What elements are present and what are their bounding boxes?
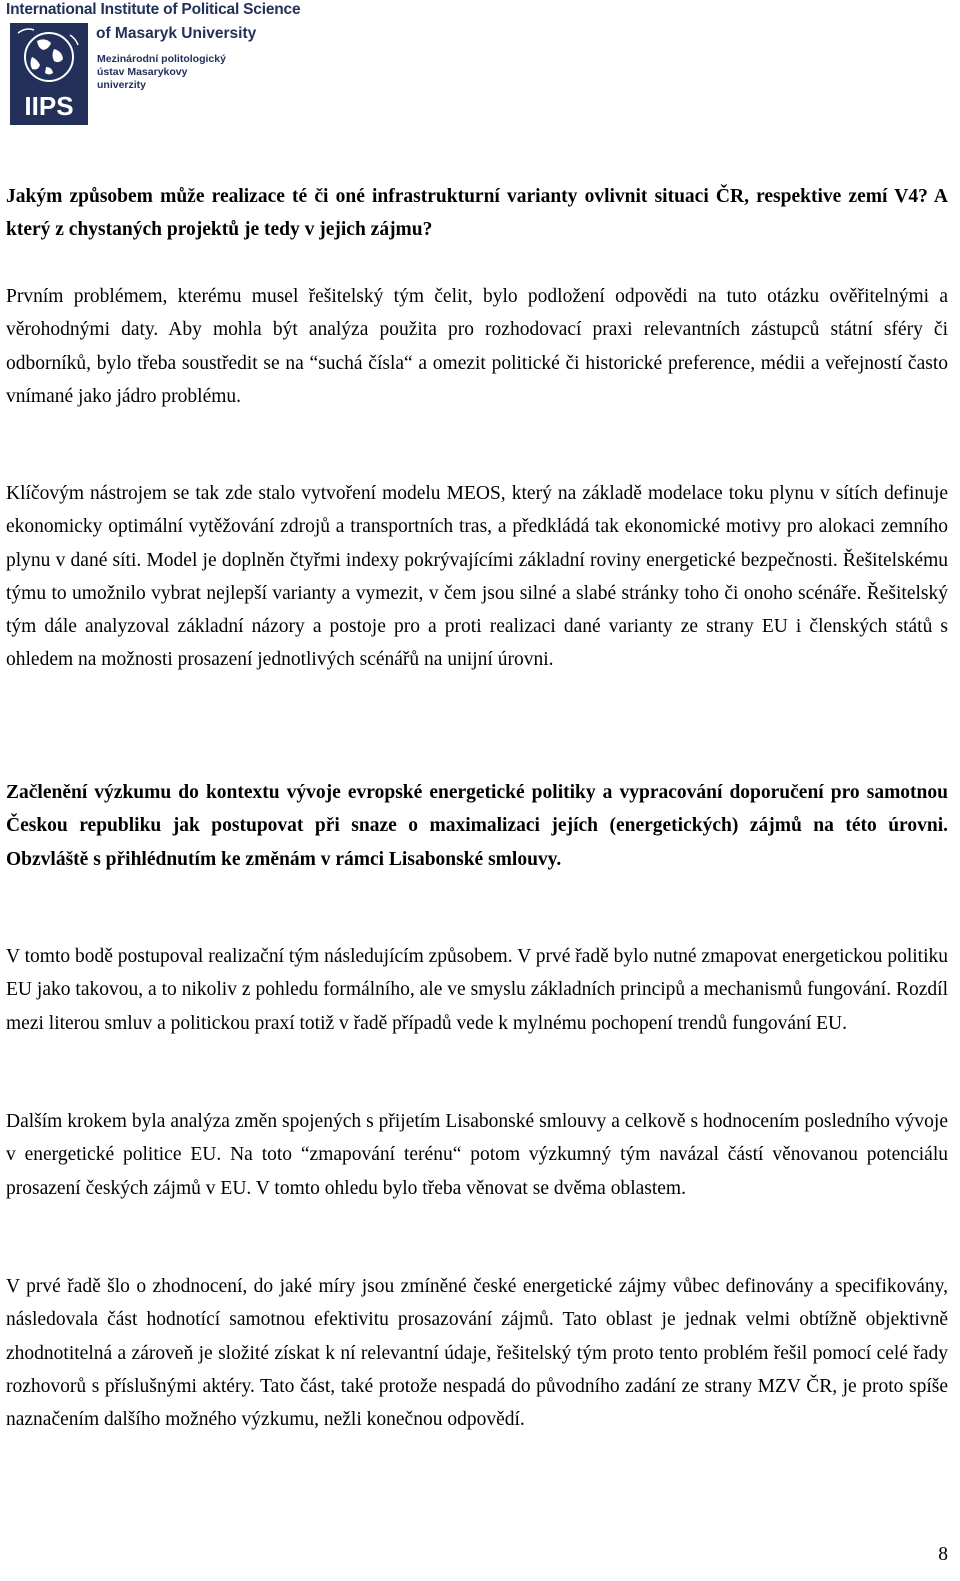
body-paragraph: Prvním problémem, kterému musel řešitelský tým čelit, bylo podložení odpovědi na tuto otázku ověřitelnými a věrohodnými daty. Aby mohla být analýza použita pro rozhodovací praxi relevantních zástupců státní sféry či odborníků, bylo třeba soustředit se na “suchá čísla“ a omezit politické či historické preference, médii a veřejností často vnímané jako jádro problému. [6,286,948,407]
logo-czech-line: Mezinárodní politologický [97,53,226,65]
body-paragraph: Dalším krokem byla analýza změn spojených s přijetím Lisabonské smlouvy a celkově s hodnocením posledního vývoje v energetické politice EU. Na toto “zmapování terénu“ potom výzkumný tým navázal částí věnovanou potenciálu prosazení českých zájmů v EU. V tomto ohledu bylo třeba věnovat se dvěma oblastem. [6,1111,948,1199]
logo-title: International Institute of Political Science [6,1,301,18]
logo-czech-name [97,53,297,92]
body-paragraph: Klíčovým nástrojem se tak zde stalo vytvoření modelu MEOS, který na základě modelace toku plynu v sítích definuje ekonomicky optimální vytěžování zdrojů a transportních tras, a předkládá tak ekonomické motivy pro alokaci zemního plynu v dané síti. Model je doplněn čtyřmi indexy pokrývajícími základní roviny energetické bezpečnosti. Řešitelskému týmu to umožnilo vybrat nejlepší varianty a vymezit, v čem jsou silné a slabé stránky toho či onoho scénáře. Řešitelský tým dále analyzoval základní názory a postoje pro a proti realizaci dané varianty ze strany EU i členských států s ohledem na možnosti prosazení jednotlivých scénářů na unijní úrovni. [6,483,948,671]
question-heading: Jakým způsobem může realizace té či oné infrastrukturní varianty ovlivnit situaci ČR, respektive zemí V4? A který z chystaných projektů je tedy v jejich zájmu? [6,186,948,241]
institute-logo [6,0,346,125]
logo-abbreviation: IIPS [24,91,74,121]
logo-czech-line: ústav Masarykovy [97,66,188,78]
logo-czech-line: univerzity [97,79,147,91]
body-paragraph: V prvé řadě šlo o zhodnocení, do jaké míry jsou zmíněné české energetické zájmy vůbec definovány a specifikovány, následovala část hodnotící samotnou efektivitu prosazování zájmů. Tato oblast je jednak velmi obtížně objektivně zhodnotitelná a zároveň je složité získat k ní relevantní údaje, řešitelský tým proto tento problém řešil pomocí celé řady rozhovorů s příslušnými aktéry. Tato část, také protože nespadá do původního zadání ze strany MZV ČR, je proto spíše naznačením dalšího možného výzkumu, nežli konečnou odpovědí. [6,1276,948,1431]
page-number: 8 [938,1544,948,1565]
section-heading: Začlenění výzkumu do kontextu vývoje evropské energetické politiky a vypracování doporučení pro samotnou Českou republiku jak postupovat při snaze o maximalizaci jejích (energetických) zájmů na této úrovni. Obzvláště s přihlédnutím ke změnám v rámci Lisabonské smlouvy. [6,782,948,870]
body-paragraph: V tomto bodě postupoval realizační tým následujícím způsobem. V prvé řadě bylo nutné zmapovat energetickou politiku EU jako takovou, a to nikoliv z pohledu formálního, ale ve smyslu základních principů a mechanismů fungování. Rozdíl mezi literou smluv a politickou praxí totiž v řadě případů vede k mylnému pochopení trendů fungování EU. [6,946,948,1034]
logo-subtitle: of Masaryk University [96,25,257,42]
globe-emblem-icon [10,23,88,125]
